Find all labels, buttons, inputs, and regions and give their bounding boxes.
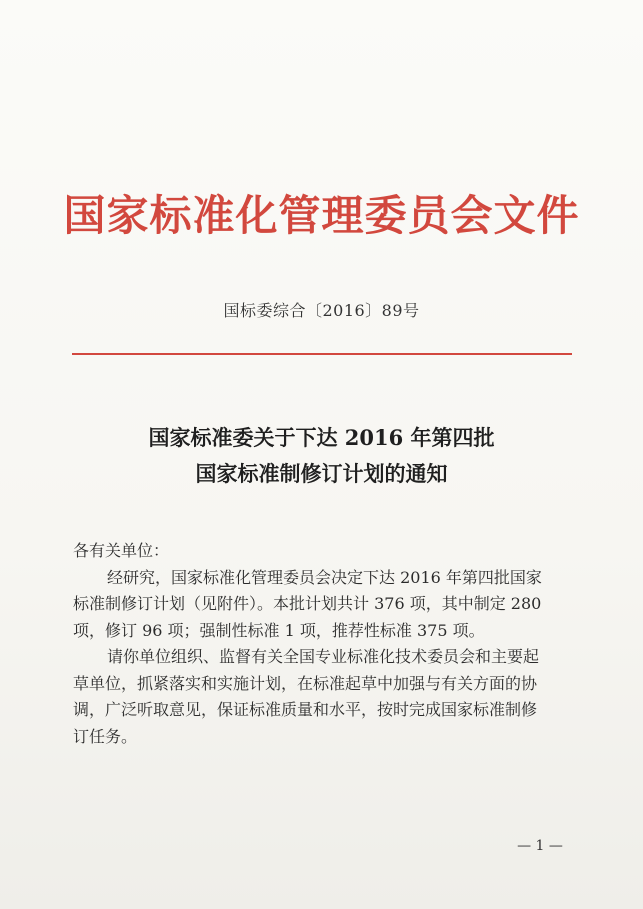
body-line-4: 请你单位组织、监督有关全国专业标准化技术委员会和主要起 (107, 647, 540, 666)
red-divider-line (72, 353, 572, 355)
page-number: — 1 — (517, 838, 563, 854)
body-line-1: 经研究，国家标准化管理委员会决定下达 2016 年第四批国家 (107, 567, 542, 587)
notice-title (0, 420, 643, 492)
document-number: 国标委综合〔2016〕89号 (223, 301, 420, 320)
notice-title-line-1: 国家标准委关于下达 2016 年第四批 (148, 425, 495, 450)
body-line-5: 草单位，抓紧落实和实施计划，在标准起草中加强与有关方面的协 (73, 673, 538, 693)
notice-body (73, 538, 579, 750)
body-line-2: 标准制修订计划（见附件）。本批计划共计 376 项，其中制定 280 (73, 594, 542, 613)
masthead-title: 国家标准化管理委员会文件 (63, 191, 580, 240)
body-line-6: 调，广泛听取意见，保证标准质量和水平，按时完成国家标准制修 (73, 700, 538, 719)
notice-title-line-2: 国家标准制修订计划的通知 (195, 461, 448, 486)
salutation: 各有关单位： (73, 541, 170, 560)
body-line-7: 订任务。 (73, 726, 138, 746)
body-line-3: 项，修订 96 项；强制性标准 1 项，推荐性标准 375 项。 (73, 620, 485, 640)
